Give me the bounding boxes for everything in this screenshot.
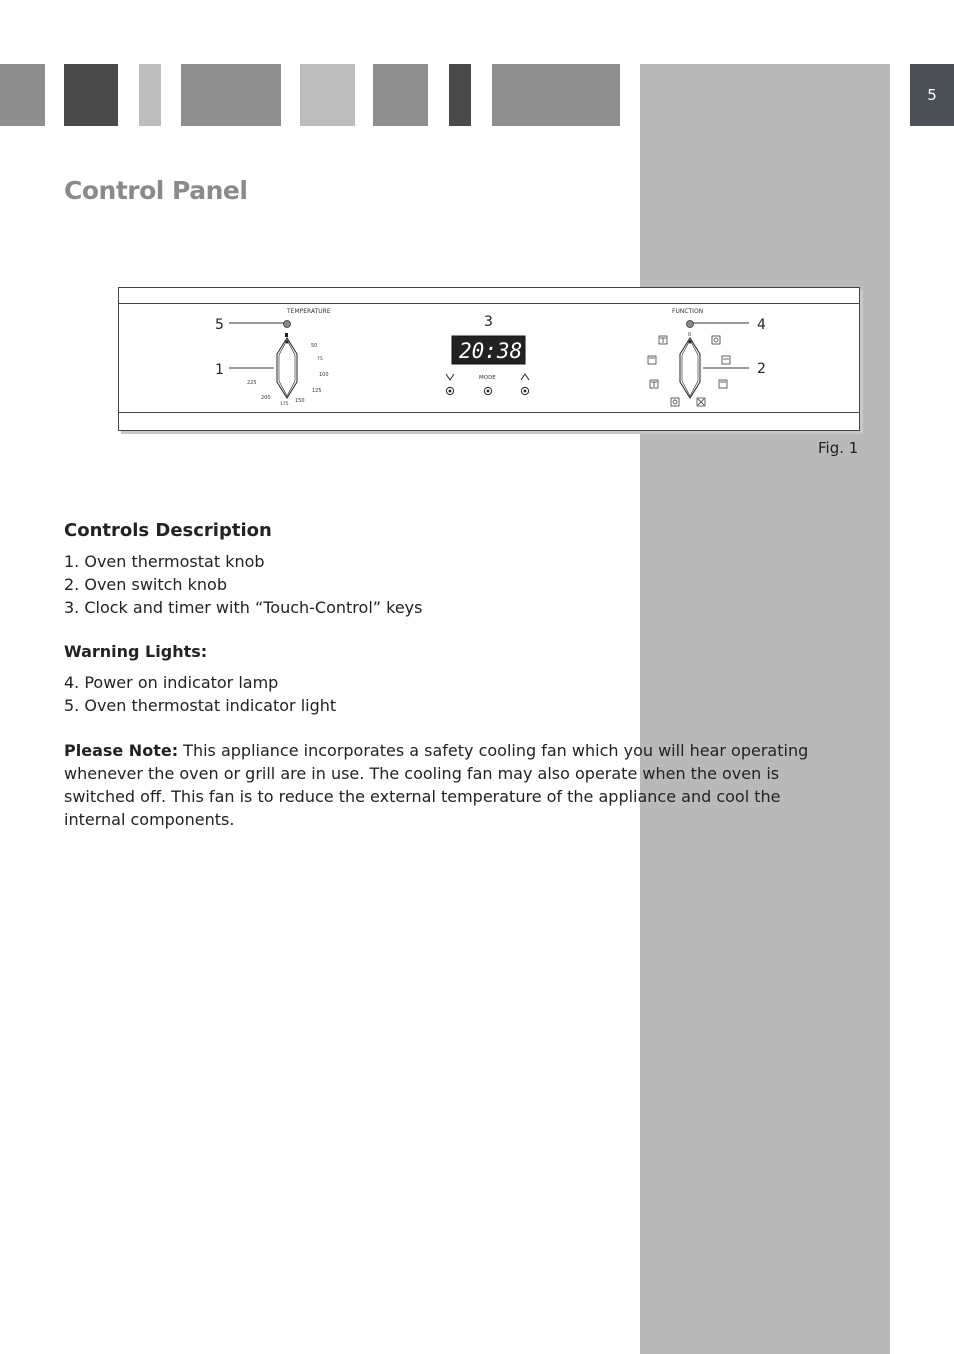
note-text: This appliance incorporates a safety cooling fan which you will hear operating whenever the oven or grill are in use. The cooling fan may also operate when the oven is switched off. This fan is to reduce the external temperature of the appliance and cool the internal components.	[64, 741, 809, 829]
header-block	[300, 64, 355, 126]
down-arrow-icon	[446, 374, 454, 380]
header-block	[449, 64, 471, 126]
power-indicator-lamp	[687, 321, 694, 328]
controls-list	[64, 550, 422, 619]
callout-5: 5	[215, 317, 224, 333]
list-item: 1. Oven thermostat knob	[64, 552, 265, 571]
warning-heading: Warning Lights:	[64, 642, 208, 661]
svg-text:225: 225	[247, 380, 257, 386]
svg-text:150: 150	[295, 398, 305, 404]
header-block	[139, 64, 161, 126]
control-panel-figure	[118, 287, 860, 431]
panel-drawing	[119, 288, 859, 430]
svg-text:175: 175	[280, 402, 289, 407]
temperature-label: TEMPERATURE	[287, 308, 331, 315]
header-block	[0, 64, 45, 126]
list-item: 5. Oven thermostat indicator light	[64, 696, 337, 715]
function-knob	[680, 338, 700, 398]
callout-4: 4	[757, 317, 766, 333]
header-block	[181, 64, 281, 126]
function-label: FUNCTION	[672, 308, 704, 315]
up-arrow-icon	[521, 374, 529, 380]
svg-text:125: 125	[312, 388, 322, 394]
warning-list	[64, 671, 336, 717]
list-item: 2. Oven switch knob	[64, 575, 227, 594]
list-item: 4. Power on indicator lamp	[64, 673, 279, 692]
callout-1: 1	[215, 362, 224, 378]
page-number: 5	[910, 64, 954, 126]
svg-text:0: 0	[688, 332, 692, 338]
svg-text:75: 75	[317, 357, 323, 362]
controls-heading: Controls Description	[64, 520, 272, 541]
sidebar-column	[640, 64, 890, 1354]
svg-text:50: 50	[311, 343, 318, 349]
header-block	[373, 64, 428, 126]
page-title: Control Panel	[64, 176, 248, 205]
please-note	[64, 739, 839, 831]
svg-text:200: 200	[261, 395, 271, 401]
list-item: 3. Clock and timer with “Touch-Control” keys	[64, 598, 423, 617]
svg-text:100: 100	[319, 372, 329, 378]
thermostat-indicator-light	[284, 321, 291, 328]
figure-caption: Fig. 1	[818, 439, 859, 457]
header-block	[64, 64, 118, 126]
note-label: Please Note:	[64, 741, 179, 760]
clock-time: 20:38	[459, 339, 523, 363]
callout-2: 2	[757, 361, 766, 377]
callout-3: 3	[484, 314, 493, 330]
thermostat-knob	[277, 338, 297, 398]
header-block	[492, 64, 620, 126]
mode-label: MODE	[479, 375, 496, 381]
